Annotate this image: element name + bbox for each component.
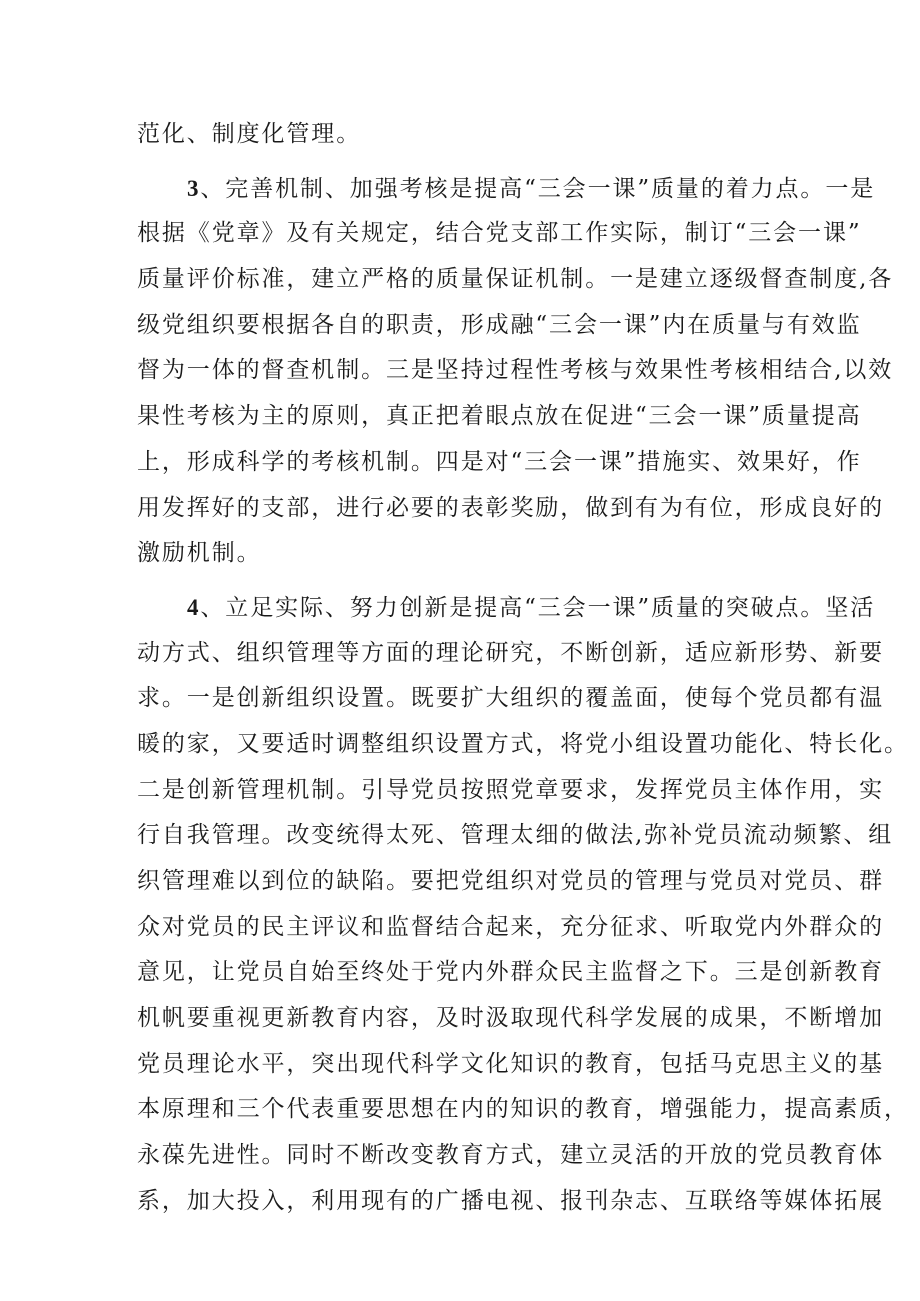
paragraph-4-first-line [137,585,876,631]
paragraph-3-first-line-text: 、完善机制、加强考核是提高“三会一课”质量的着力点。一是 [200,175,876,202]
paragraph-gap [137,577,797,585]
paragraph-intro-tail [137,112,797,158]
text-line: 机帆要重视更新教育内容，及时汲取现代科学发展的成果，不断增加 [137,1005,884,1032]
text-line: 永葆先进性。同时不断改变教育方式，建立灵活的开放的党员教育体 [137,1142,884,1169]
text-line: 督为一体的督查机制。三是坚持过程性考核与效果性考核相结合,以效 [137,357,894,384]
text-line: 二是创新管理机制。引导党员按照党章要求，发挥党员主体作用，实 [137,776,884,803]
text-line: 果性考核为主的原则，真正把着眼点放在促进“三会一课”质量提高 [137,403,862,430]
text-line: 求。一是创新组织设置。既要扩大组织的覆盖面，使每个党员都有温 [137,685,884,712]
text-line: 范化、制度化管理。 [137,121,362,147]
text-line: 众对党员的民主评议和监督结合起来，充分征求、听取党内外群众的 [137,913,884,940]
text-line: 意见，让党员自始至终处于党内外群众民主监督之下。三是创新教育 [137,959,884,986]
text-line: 用发挥好的支部，进行必要的表彰奖励，做到有为有位，形成良好的 [137,494,884,521]
text-line: 织管理难以到位的缺陷。要把党组织对党员的管理与党员对党员、群 [137,868,884,894]
text-line: 级党组织要根据各自的职责，形成融“三会一课”内在质量与有效监 [137,311,862,338]
text-line: 激励机制。 [137,540,262,567]
paragraph-3-number: 3 [187,175,201,201]
text-line: 质量评价标准，建立严格的质量保证机制。一是建立逐级督查制度,各 [137,266,894,293]
document-body [137,112,909,1225]
paragraph-4-first-line-text: 、立足实际、努力创新是提高“三会一课”质量的突破点。坚活 [200,594,876,621]
text-line: 行自我管理。改变统得太死、管理太细的做法,弥补党员流动频繁、组 [137,822,894,849]
text-line: 根据《党章》及有关规定，结合党支部工作实际，制订“三会一课” [137,220,862,247]
paragraph-gap [137,158,797,166]
text-line: 党员理论水平，突出现代科学文化知识的教育，包括马克思主义的基 [137,1050,884,1077]
text-line: 本原理和三个代表重要思想在内的知识的教育，增强能力，提高素质， [137,1096,909,1123]
text-line: 暖的家，又要适时调整组织设置方式，将党小组设置功能化、特长化。 [137,730,909,757]
paragraph-4-number: 4 [187,594,201,620]
text-line: 上，形成科学的考核机制。四是对“三会一课”措施实、效果好，作 [137,448,862,475]
paragraph-3 [137,166,894,577]
text-line: 系，加大投入，利用现有的广播电视、报刊杂志、互联络等媒体拓展 [137,1187,884,1214]
text-line: 动方式、组织管理等方面的理论研究，不断创新，适应新形势、新要 [137,639,884,666]
paragraph-4 [137,585,909,1225]
paragraph-3-first-line [137,166,876,212]
